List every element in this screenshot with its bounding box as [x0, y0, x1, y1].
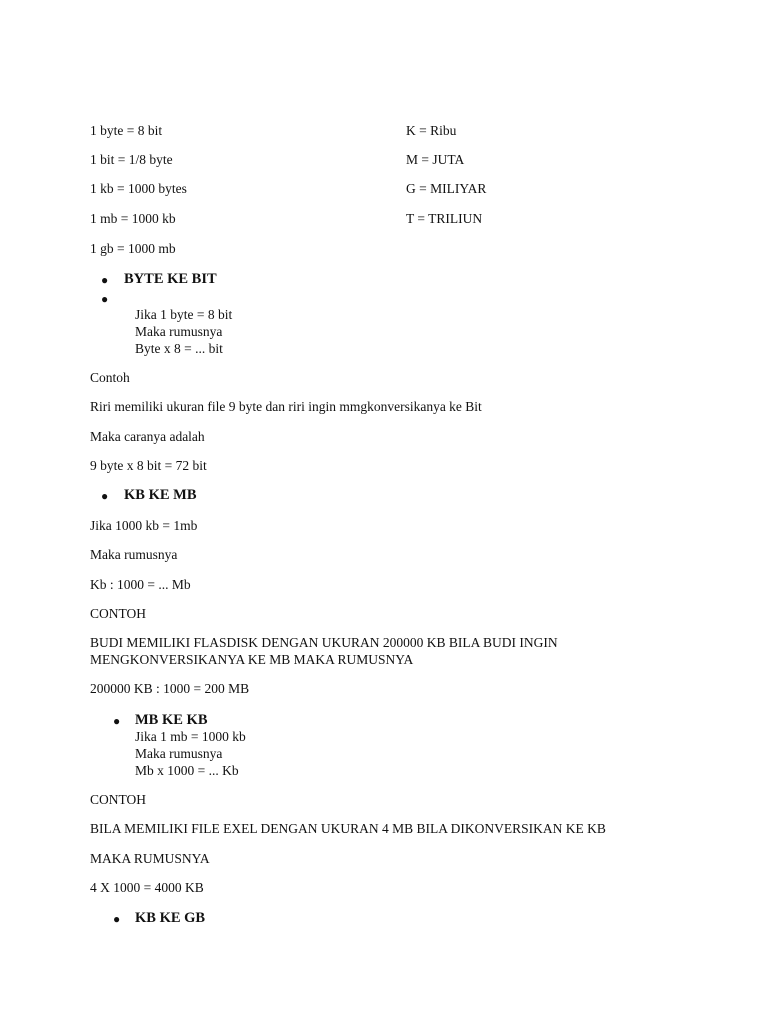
formula-text: Kb : 1000 = ... Mb	[90, 577, 191, 592]
prefix-line: G = MILIYAR	[406, 181, 487, 196]
prefix-line: M = JUTA	[406, 152, 465, 167]
rule-line: Jika 1 mb = 1000 kb	[135, 729, 246, 744]
rule-line: Maka rumusnya	[135, 324, 223, 339]
unit-line: 1 bit = 1/8 byte	[90, 152, 173, 167]
unit-line: 1 kb = 1000 bytes	[90, 181, 187, 196]
example-text: Riri memiliki ukuran file 9 byte dan riri ingin mmgkonversikanya ke Bit	[90, 399, 482, 414]
unit-line: 1 gb = 1000 mb	[90, 241, 176, 256]
example-label: CONTOH	[90, 606, 147, 621]
result-text: 200000 KB : 1000 = 200 MB	[90, 681, 250, 696]
result-text: 9 byte x 8 bit = 72 bit	[90, 458, 207, 473]
example-text: BILA MEMILIKI FILE EXEL DENGAN UKURAN 4 MB BILA DIKONVERSIKAN KE KB	[90, 821, 606, 836]
example-text: BUDI MEMILIKI FLASDISK DENGAN UKURAN 200000 KB BILA BUDI INGIN MENGKONVERSIKANYA KE MB MAKA RUMUSNYA	[90, 635, 558, 667]
section-heading: KB KE GB	[135, 910, 206, 926]
section-heading: MB KE KB	[135, 712, 208, 728]
unit-line: 1 mb = 1000 kb	[90, 211, 176, 226]
bullet-icon: ●	[101, 292, 109, 306]
formula-label: Maka rumusnya	[90, 547, 178, 562]
section-heading: BYTE KE BIT	[124, 271, 217, 287]
rule-line: Byte x 8 = ... bit	[135, 341, 223, 356]
bullet-icon: ●	[113, 912, 121, 926]
prefix-line: K = Ribu	[406, 123, 457, 138]
example-label: CONTOH	[90, 792, 147, 807]
prefix-line: T = TRILIUN	[406, 211, 483, 226]
formula-label: MAKA RUMUSNYA	[90, 851, 210, 866]
unit-line: 1 byte = 8 bit	[90, 123, 163, 138]
bullet-icon: ●	[101, 489, 109, 503]
example-label: Contoh	[90, 370, 130, 385]
result-text: 4 X 1000 = 4000 KB	[90, 880, 204, 895]
section-heading: KB KE MB	[124, 487, 197, 503]
rule-line: Maka rumusnya	[135, 746, 223, 761]
rule-line: Jika 1000 kb = 1mb	[90, 518, 198, 533]
rule-line: Mb x 1000 = ... Kb	[135, 763, 239, 778]
rule-line: Jika 1 byte = 8 bit	[135, 307, 233, 322]
method-text: Maka caranya adalah	[90, 429, 205, 444]
bullet-icon: ●	[101, 273, 109, 287]
bullet-icon: ●	[113, 714, 121, 728]
